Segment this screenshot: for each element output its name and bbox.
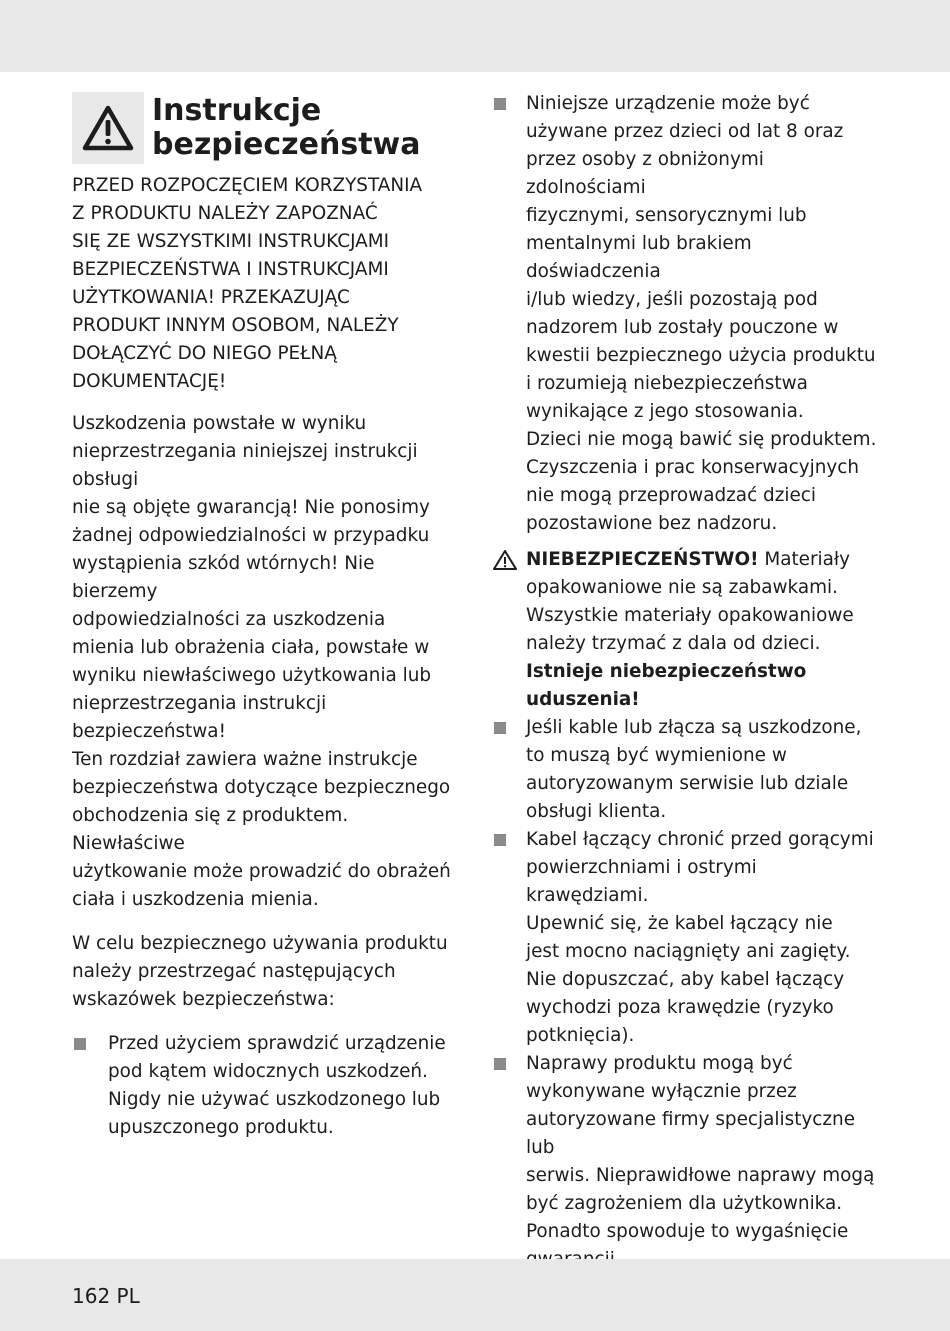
suffocation-warning: uduszenia!: [526, 689, 640, 710]
caps-line: Z PRODUKTU NALEŻY ZAPOZNAĆ: [72, 203, 378, 224]
text-line: wychodzi poza krawędzie (ryzyko: [526, 997, 834, 1018]
text-line: wynikające z jego stosowania.: [526, 401, 804, 422]
text-line: należy przestrzegać następujących: [72, 961, 396, 982]
bullet-square-icon: [74, 1038, 86, 1050]
text-line: nieprzestrzegania instrukcji bezpieczeństwa!: [72, 693, 327, 742]
text-line: autoryzowanym serwisie lub dziale: [526, 773, 849, 794]
bullet-square-icon: [494, 722, 506, 734]
caps-line: UŻYTKOWANIA! PRZEKAZUJĄC: [72, 287, 350, 308]
top-band: [0, 0, 950, 72]
text-line: Nie dopuszczać, aby kabel łączący: [526, 969, 845, 990]
text-line: W celu bezpiecznego używania produktu: [72, 933, 448, 954]
text-line: nieprzestrzegania niniejszej instrukcji obsługi: [72, 441, 418, 490]
text-line: Kabel łączący chronić przed gorącymi: [526, 829, 874, 850]
bullet-square-icon: [494, 834, 506, 846]
list-item: [492, 714, 882, 826]
text-line: należy trzymać z dala od dzieci.: [526, 633, 821, 654]
warning-triangle-icon: [492, 549, 518, 580]
section-header: [72, 92, 464, 164]
text-line: żadnej odpowiedzialności w przypadku: [72, 525, 430, 546]
text-line: jest mocno naciągnięty ani zagięty.: [526, 941, 851, 962]
text-line: i rozumieją niebezpieczeństwa: [526, 373, 808, 394]
text-line: użytkowanie może prowadzić do obrażeń: [72, 861, 451, 882]
text-line: mienia lub obrażenia ciała, powstałe w: [72, 637, 430, 658]
bottom-band: [0, 1259, 950, 1331]
language-code: PL: [116, 1284, 140, 1308]
page-footer: [72, 1282, 140, 1310]
text-line: upuszczonego produktu.: [108, 1117, 334, 1138]
page-title-line: Instrukcje: [152, 93, 322, 128]
caps-line: BEZPIECZEŃSTWA I INSTRUKCJAMI: [72, 259, 389, 280]
text-line: Dzieci nie mogą bawić się produktem.: [526, 429, 877, 450]
text-line: być zagrożeniem dla użytkownika.: [526, 1193, 843, 1214]
list-item: [492, 90, 882, 538]
bullet-square-icon: [494, 98, 506, 110]
text-line: wyniku niewłaściwego użytkowania lub: [72, 665, 432, 686]
text-line: pod kątem widocznych uszkodzeń.: [108, 1061, 428, 1082]
text-line: Przed użyciem sprawdzić urządzenie: [108, 1033, 446, 1054]
text-line: Ponadto spowoduje to wygaśnięcie: [526, 1221, 849, 1242]
text-line: wskazówek bezpieczeństwa:: [72, 989, 335, 1010]
text-line: Naprawy produktu mogą być: [526, 1053, 793, 1074]
caps-line: PRZED ROZPOCZĘCIEM KORZYSTANIA: [72, 175, 423, 196]
text-line: autoryzowane firmy specjalistyczne lub: [526, 1109, 856, 1158]
danger-warning: [492, 546, 882, 714]
text-line: Czyszczenia i prac konserwacyjnych: [526, 457, 860, 478]
list-item: [492, 1050, 882, 1274]
caps-line: DOŁĄCZYĆ DO NIEGO PEŁNĄ: [72, 343, 337, 364]
text-line: Jeśli kable lub złącza są uszkodzone,: [526, 717, 862, 738]
bullet-square-icon: [494, 1058, 506, 1070]
text-line: Niniejsze urządzenie może być: [526, 93, 810, 114]
text-line: obchodzenia się z produktem. Niewłaściwe: [72, 805, 349, 854]
text-line: Uszkodzenia powstałe w wyniku: [72, 413, 367, 434]
text-line: to muszą być wymienione w: [526, 745, 787, 766]
right-column: [492, 90, 882, 1274]
text-line: i/lub wiedzy, jeśli pozostają pod: [526, 289, 818, 310]
text-line: fizycznymi, sensorycznymi lub: [526, 205, 807, 226]
text-line: nie są objęte gwarancją! Nie ponosimy: [72, 497, 430, 518]
text-line: ciała i uszkodzenia mienia.: [72, 889, 319, 910]
text-line: powierzchniami i ostrymi krawędziami.: [526, 857, 757, 906]
text-line: kwestii bezpiecznego użycia produktu: [526, 345, 876, 366]
text-line: nadzorem lub zostały pouczone w: [526, 317, 839, 338]
text-line: nie mogą przeprowadzać dzieci: [526, 485, 817, 506]
liability-paragraph: [72, 410, 464, 914]
text-line: mentalnymi lub brakiem doświadczenia: [526, 233, 752, 282]
text-line: bezpieczeństwa dotyczące bezpiecznego: [72, 777, 451, 798]
caps-line: PRODUKT INNYM OSOBOM, NALEŻY: [72, 315, 399, 336]
text-line: przez osoby z obniżonymi zdolnościami: [526, 149, 764, 198]
list-item: [72, 1030, 464, 1142]
text-line: używane przez dzieci od lat 8 oraz: [526, 121, 844, 142]
text-line: pozostawione bez nadzoru.: [526, 513, 778, 534]
text-line: obsługi klienta.: [526, 801, 667, 822]
left-column: [72, 92, 464, 1142]
suffocation-warning: Istnieje niebezpieczeństwo: [526, 661, 807, 682]
page-title: [152, 94, 421, 162]
text-line: wykonywane wyłącznie przez: [526, 1081, 797, 1102]
text-line: Upewnić się, że kabel łączący nie: [526, 913, 833, 934]
text-line: Ten rozdział zawiera ważne instrukcje: [72, 749, 418, 770]
caps-warning: [72, 172, 464, 396]
text-line: Wszystkie materiały opakowaniowe: [526, 605, 854, 626]
text-line: odpowiedzialności za uszkodzenia: [72, 609, 386, 630]
text-line: wystąpienia szkód wtórnych! Nie bierzemy: [72, 553, 375, 602]
danger-label: NIEBEZPIECZEŃSTWO!: [526, 549, 759, 570]
warning-triangle-icon: [72, 92, 144, 164]
text-line: serwis. Nieprawidłowe naprawy mogą: [526, 1165, 875, 1186]
text-line: [526, 546, 882, 574]
page-title-line: bezpieczeństwa: [152, 127, 421, 162]
list-item: [492, 826, 882, 1050]
text-line: Nigdy nie używać uszkodzonego lub: [108, 1089, 441, 1110]
page-number: 162: [72, 1284, 111, 1308]
caps-line: DOKUMENTACJĘ!: [72, 371, 227, 392]
danger-text: Materiały: [758, 549, 851, 570]
caps-line: SIĘ ZE WSZYSTKIMI INSTRUKCJAMI: [72, 231, 390, 252]
intro-paragraph: [72, 930, 464, 1014]
text-line: potknięcia).: [526, 1025, 635, 1046]
text-line: opakowaniowe nie są zabawkami.: [526, 577, 838, 598]
